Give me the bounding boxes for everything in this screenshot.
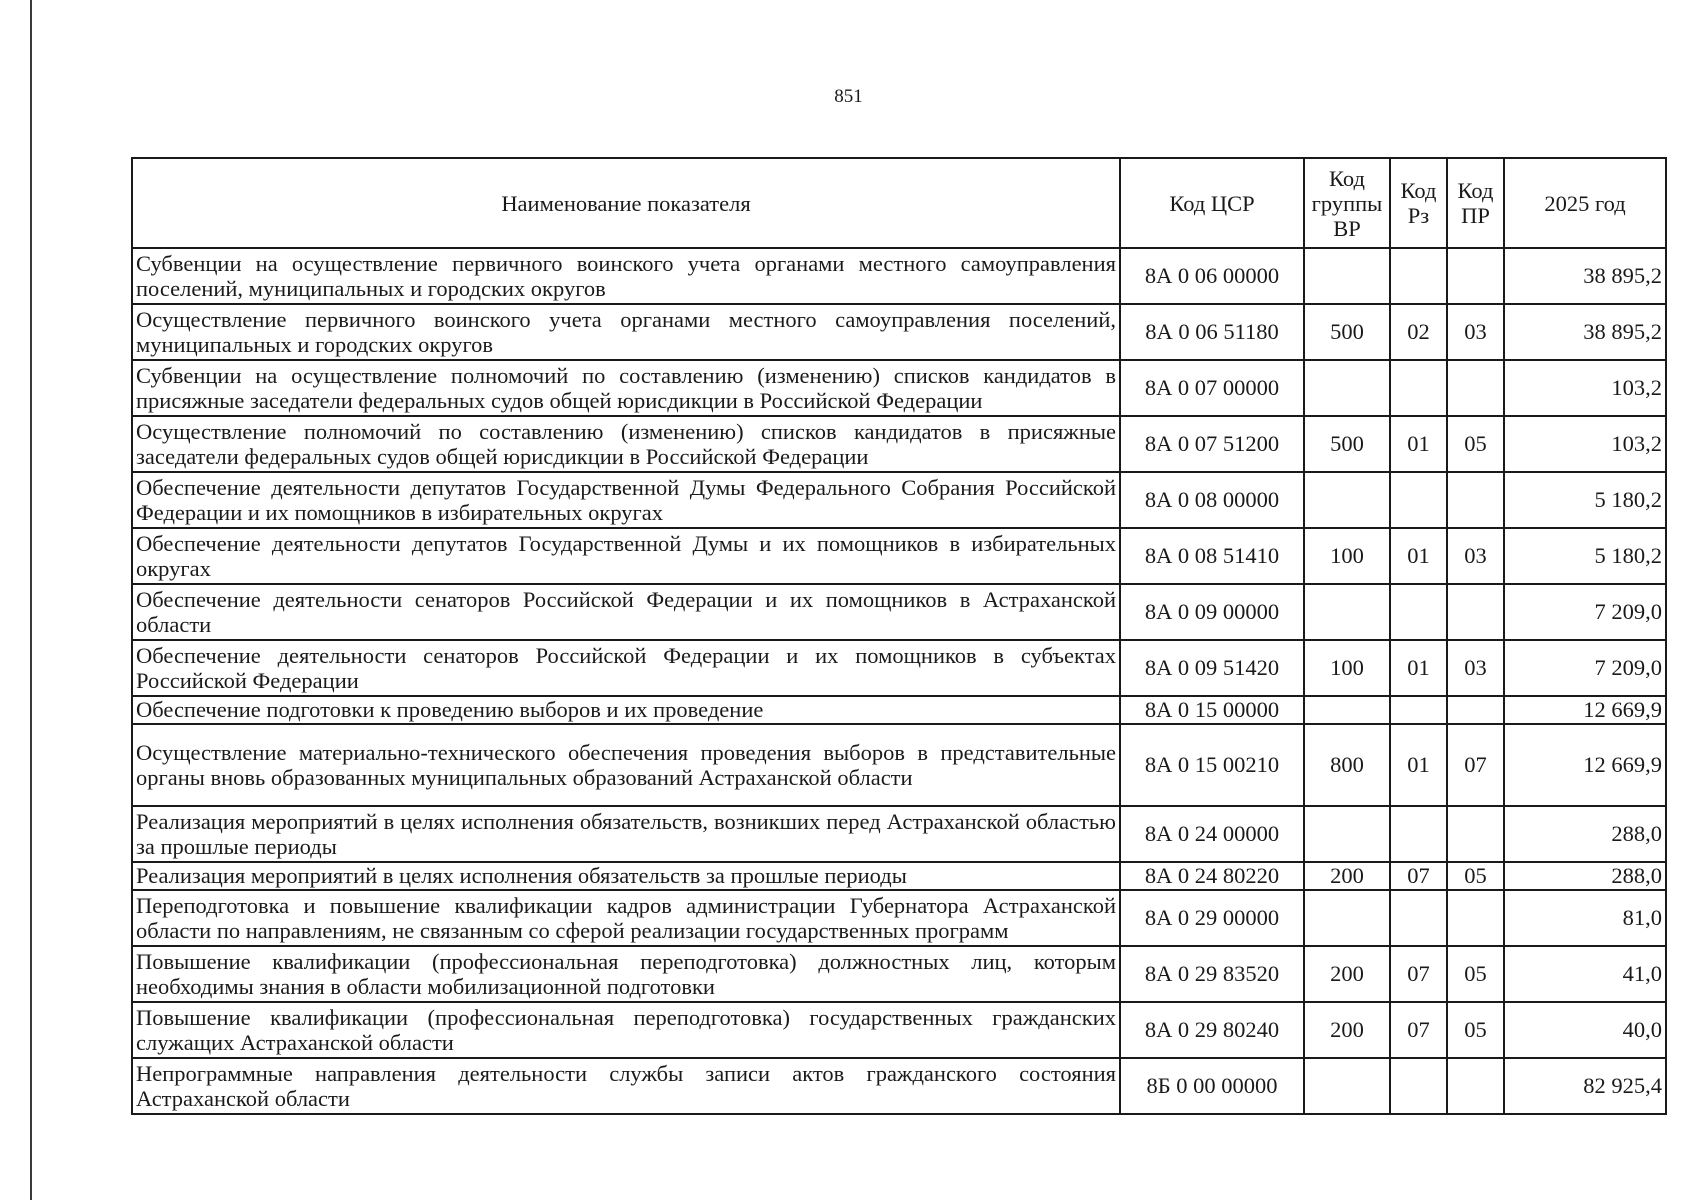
table-row xyxy=(132,360,1666,416)
cell-rz: 01 xyxy=(1390,528,1447,584)
cell-pr xyxy=(1447,696,1504,724)
table-row xyxy=(132,528,1666,584)
cell-pr: 05 xyxy=(1447,862,1504,890)
table-row xyxy=(132,1002,1666,1058)
cell-rz xyxy=(1390,1058,1447,1114)
cell-pr: 03 xyxy=(1447,640,1504,696)
cell-pr: 07 xyxy=(1447,724,1504,806)
cell-pr xyxy=(1447,890,1504,946)
cell-amount: 12 669,9 xyxy=(1504,724,1666,806)
cell-name: Обеспечение деятельности депутатов Государственной Думы Федерального Собрания Российской Федерации и их помощников в избирательных округах xyxy=(132,472,1120,528)
cell-name: Повышение квалификации (профессиональная переподготовка) должностных лиц, которым необходимы знания в области мобилизационной подготовки xyxy=(132,946,1120,1002)
cell-pr xyxy=(1447,248,1504,304)
cell-pr xyxy=(1447,360,1504,416)
cell-vr: 200 xyxy=(1304,862,1390,890)
cell-csr: 8А 0 06 51180 xyxy=(1120,304,1304,360)
binding-margin-line xyxy=(30,0,32,1200)
cell-csr: 8А 0 15 00210 xyxy=(1120,724,1304,806)
cell-amount: 103,2 xyxy=(1504,360,1666,416)
header-vr: Код группы ВР xyxy=(1304,158,1390,248)
cell-amount: 12 669,9 xyxy=(1504,696,1666,724)
cell-pr: 03 xyxy=(1447,528,1504,584)
cell-csr: 8А 0 24 80220 xyxy=(1120,862,1304,890)
cell-vr xyxy=(1304,584,1390,640)
cell-vr xyxy=(1304,696,1390,724)
cell-csr: 8А 0 07 51200 xyxy=(1120,416,1304,472)
cell-name: Обеспечение деятельности сенаторов Российской Федерации и их помощников в Астраханской области xyxy=(132,584,1120,640)
cell-amount: 81,0 xyxy=(1504,890,1666,946)
cell-name: Осуществление полномочий по составлению (изменению) списков кандидатов в присяжные заседатели федеральных судов общей юрисдикции в Российской Федерации xyxy=(132,416,1120,472)
cell-vr xyxy=(1304,360,1390,416)
cell-amount: 5 180,2 xyxy=(1504,528,1666,584)
cell-pr: 05 xyxy=(1447,416,1504,472)
table-row xyxy=(132,862,1666,890)
header-csr: Код ЦСР xyxy=(1120,158,1304,248)
cell-csr: 8А 0 29 83520 xyxy=(1120,946,1304,1002)
cell-amount: 288,0 xyxy=(1504,806,1666,862)
cell-csr: 8А 0 29 80240 xyxy=(1120,1002,1304,1058)
cell-vr: 500 xyxy=(1304,416,1390,472)
cell-name: Осуществление первичного воинского учета органами местного самоуправления поселений, муниципальных и городских округов xyxy=(132,304,1120,360)
cell-name: Обеспечение деятельности депутатов Государственной Думы и их помощников в избирательных округах xyxy=(132,528,1120,584)
cell-amount: 41,0 xyxy=(1504,946,1666,1002)
cell-name: Обеспечение деятельности сенаторов Российской Федерации и их помощников в субъектах Российской Федерации xyxy=(132,640,1120,696)
cell-pr: 05 xyxy=(1447,946,1504,1002)
cell-vr: 200 xyxy=(1304,1002,1390,1058)
cell-vr xyxy=(1304,890,1390,946)
cell-name: Непрограммные направления деятельности службы записи актов гражданского состояния Астраханской области xyxy=(132,1058,1120,1114)
cell-amount: 288,0 xyxy=(1504,862,1666,890)
table-header-row xyxy=(132,158,1666,248)
cell-name: Обеспечение подготовки к проведению выборов и их проведение xyxy=(132,696,1120,724)
cell-rz: 01 xyxy=(1390,640,1447,696)
cell-vr: 100 xyxy=(1304,528,1390,584)
header-name: Наименование показателя xyxy=(132,158,1120,248)
cell-csr: 8А 0 08 00000 xyxy=(1120,472,1304,528)
cell-pr: 05 xyxy=(1447,1002,1504,1058)
cell-rz xyxy=(1390,890,1447,946)
cell-name: Реализация мероприятий в целях исполнения обязательств, возникших перед Астраханской областью за прошлые периоды xyxy=(132,806,1120,862)
cell-vr xyxy=(1304,806,1390,862)
cell-rz: 02 xyxy=(1390,304,1447,360)
cell-amount: 103,2 xyxy=(1504,416,1666,472)
cell-csr: 8А 0 24 00000 xyxy=(1120,806,1304,862)
cell-amount: 38 895,2 xyxy=(1504,248,1666,304)
cell-amount: 82 925,4 xyxy=(1504,1058,1666,1114)
cell-rz xyxy=(1390,806,1447,862)
cell-rz xyxy=(1390,696,1447,724)
cell-csr: 8А 0 29 00000 xyxy=(1120,890,1304,946)
table-row xyxy=(132,248,1666,304)
cell-pr xyxy=(1447,806,1504,862)
cell-vr xyxy=(1304,472,1390,528)
cell-amount: 38 895,2 xyxy=(1504,304,1666,360)
budget-table xyxy=(131,157,1667,1115)
cell-csr: 8А 0 15 00000 xyxy=(1120,696,1304,724)
table-row xyxy=(132,584,1666,640)
cell-rz: 01 xyxy=(1390,724,1447,806)
cell-name: Переподготовка и повышение квалификации кадров администрации Губернатора Астраханской области по направлениям, не связанным со сферой реализации государственных программ xyxy=(132,890,1120,946)
page-number: 851 xyxy=(834,86,863,107)
cell-pr xyxy=(1447,584,1504,640)
cell-pr xyxy=(1447,1058,1504,1114)
cell-rz xyxy=(1390,472,1447,528)
table-row xyxy=(132,946,1666,1002)
cell-name: Осуществление материально-технического обеспечения проведения выборов в представительные органы вновь образованных муниципальных образований Астраханской области xyxy=(132,724,1120,806)
table-row xyxy=(132,806,1666,862)
cell-csr: 8А 0 08 51410 xyxy=(1120,528,1304,584)
cell-name: Реализация мероприятий в целях исполнения обязательств за прошлые периоды xyxy=(132,862,1120,890)
table-row xyxy=(132,696,1666,724)
cell-pr xyxy=(1447,472,1504,528)
table-row xyxy=(132,640,1666,696)
cell-csr: 8А 0 09 00000 xyxy=(1120,584,1304,640)
cell-name: Субвенции на осуществление полномочий по составлению (изменению) списков кандидатов в присяжные заседатели федеральных судов общей юрисдикции в Российской Федерации xyxy=(132,360,1120,416)
table-row xyxy=(132,416,1666,472)
cell-amount: 7 209,0 xyxy=(1504,584,1666,640)
cell-rz: 07 xyxy=(1390,1002,1447,1058)
cell-amount: 7 209,0 xyxy=(1504,640,1666,696)
header-year: 2025 год xyxy=(1504,158,1666,248)
table-row xyxy=(132,724,1666,806)
table-row xyxy=(132,890,1666,946)
cell-vr: 800 xyxy=(1304,724,1390,806)
cell-name: Субвенции на осуществление первичного воинского учета органами местного самоуправления поселений, муниципальных и городских округов xyxy=(132,248,1120,304)
cell-csr: 8А 0 09 51420 xyxy=(1120,640,1304,696)
cell-vr xyxy=(1304,1058,1390,1114)
cell-csr: 8Б 0 00 00000 xyxy=(1120,1058,1304,1114)
cell-amount: 5 180,2 xyxy=(1504,472,1666,528)
cell-rz xyxy=(1390,248,1447,304)
table-row xyxy=(132,472,1666,528)
header-pr: Код ПР xyxy=(1447,158,1504,248)
cell-rz xyxy=(1390,584,1447,640)
cell-rz: 01 xyxy=(1390,416,1447,472)
cell-amount: 40,0 xyxy=(1504,1002,1666,1058)
cell-rz: 07 xyxy=(1390,946,1447,1002)
cell-rz: 07 xyxy=(1390,862,1447,890)
cell-rz xyxy=(1390,360,1447,416)
cell-vr: 200 xyxy=(1304,946,1390,1002)
cell-vr xyxy=(1304,248,1390,304)
table-row xyxy=(132,304,1666,360)
cell-vr: 500 xyxy=(1304,304,1390,360)
cell-csr: 8А 0 07 00000 xyxy=(1120,360,1304,416)
table-row xyxy=(132,1058,1666,1114)
cell-csr: 8А 0 06 00000 xyxy=(1120,248,1304,304)
cell-name: Повышение квалификации (профессиональная переподготовка) государственных гражданских служащих Астраханской области xyxy=(132,1002,1120,1058)
cell-vr: 100 xyxy=(1304,640,1390,696)
header-rz: Код Рз xyxy=(1390,158,1447,248)
cell-pr: 03 xyxy=(1447,304,1504,360)
